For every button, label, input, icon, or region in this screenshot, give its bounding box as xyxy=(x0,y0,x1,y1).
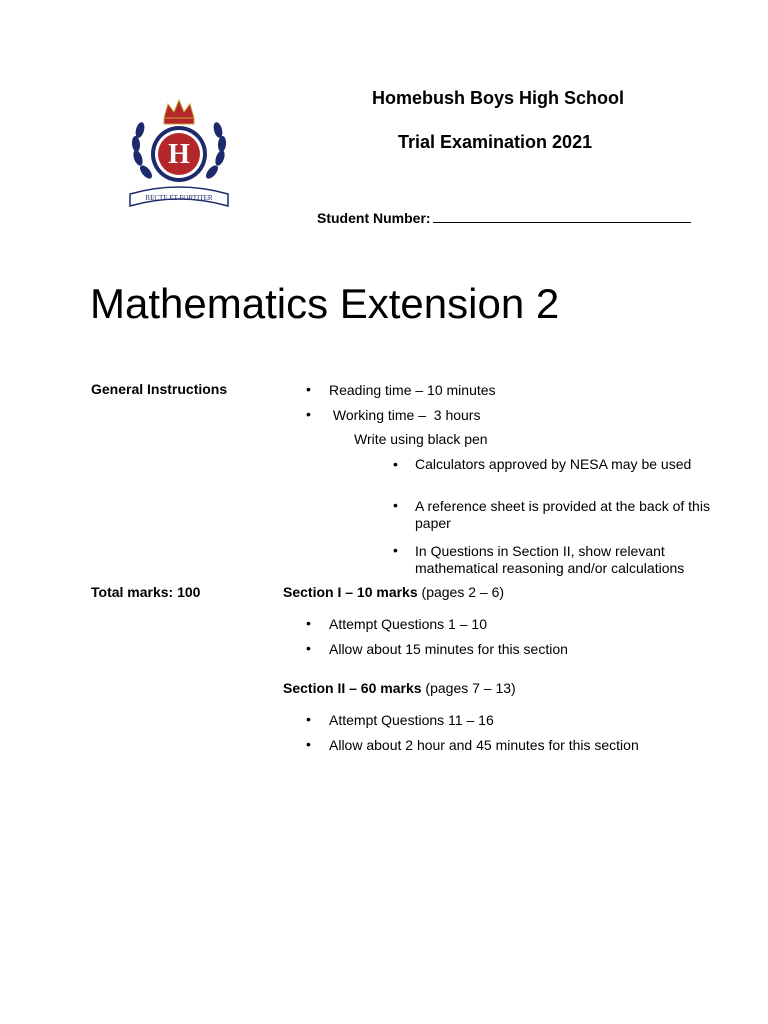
bullet-icon: • xyxy=(306,736,311,752)
section1-item: Allow about 15 minutes for this section xyxy=(329,641,568,657)
subject-title: Mathematics Extension 2 xyxy=(90,280,560,327)
general-instructions-label: General Instructions xyxy=(91,381,228,397)
section2-item: Attempt Questions 11 – 16 xyxy=(329,712,494,728)
crest-letter: H xyxy=(168,139,190,170)
bullet-icon: • xyxy=(306,640,311,656)
section1-heading xyxy=(283,584,504,601)
exam-title: Trial Examination 2021 xyxy=(398,132,593,152)
section2-title: Section II – 60 marks xyxy=(283,680,422,696)
school-crest-logo xyxy=(124,96,234,214)
section2-item: Allow about 2 hour and 45 minutes for this section xyxy=(329,737,639,753)
instruction-item: Working time – 3 hours xyxy=(329,407,481,423)
section2-heading xyxy=(283,680,516,697)
bullet-icon: • xyxy=(393,542,398,558)
instruction-item: A reference sheet is provided at the back of this paper xyxy=(415,498,710,531)
bullet-icon: • xyxy=(306,381,311,397)
section2-pages: (pages 7 – 13) xyxy=(421,680,516,696)
instruction-item: Write using black pen xyxy=(354,431,488,447)
school-name: Homebush Boys High School xyxy=(372,88,625,108)
crest-motto: RECTE ET FORTITER xyxy=(145,194,213,202)
instruction-item: Reading time – 10 minutes xyxy=(329,382,496,398)
student-number-label: Student Number: xyxy=(317,210,431,226)
instruction-item: In Questions in Section II, show relevant mathematical reasoning and/or calculations xyxy=(415,543,685,576)
student-number-line[interactable] xyxy=(433,208,691,223)
section1-title: Section I – 10 marks xyxy=(283,584,418,600)
instruction-item: Calculators approved by NESA may be used xyxy=(415,456,692,472)
student-number-field[interactable] xyxy=(317,208,691,226)
section1-pages: (pages 2 – 6) xyxy=(417,584,505,600)
bullet-icon: • xyxy=(306,615,311,631)
total-marks-label: Total marks: 100 xyxy=(91,584,201,600)
section1-item: Attempt Questions 1 – 10 xyxy=(329,616,487,632)
bullet-icon: • xyxy=(393,456,398,472)
bullet-icon: • xyxy=(306,406,311,422)
bullet-icon: • xyxy=(306,711,311,727)
bullet-icon: • xyxy=(393,497,398,513)
